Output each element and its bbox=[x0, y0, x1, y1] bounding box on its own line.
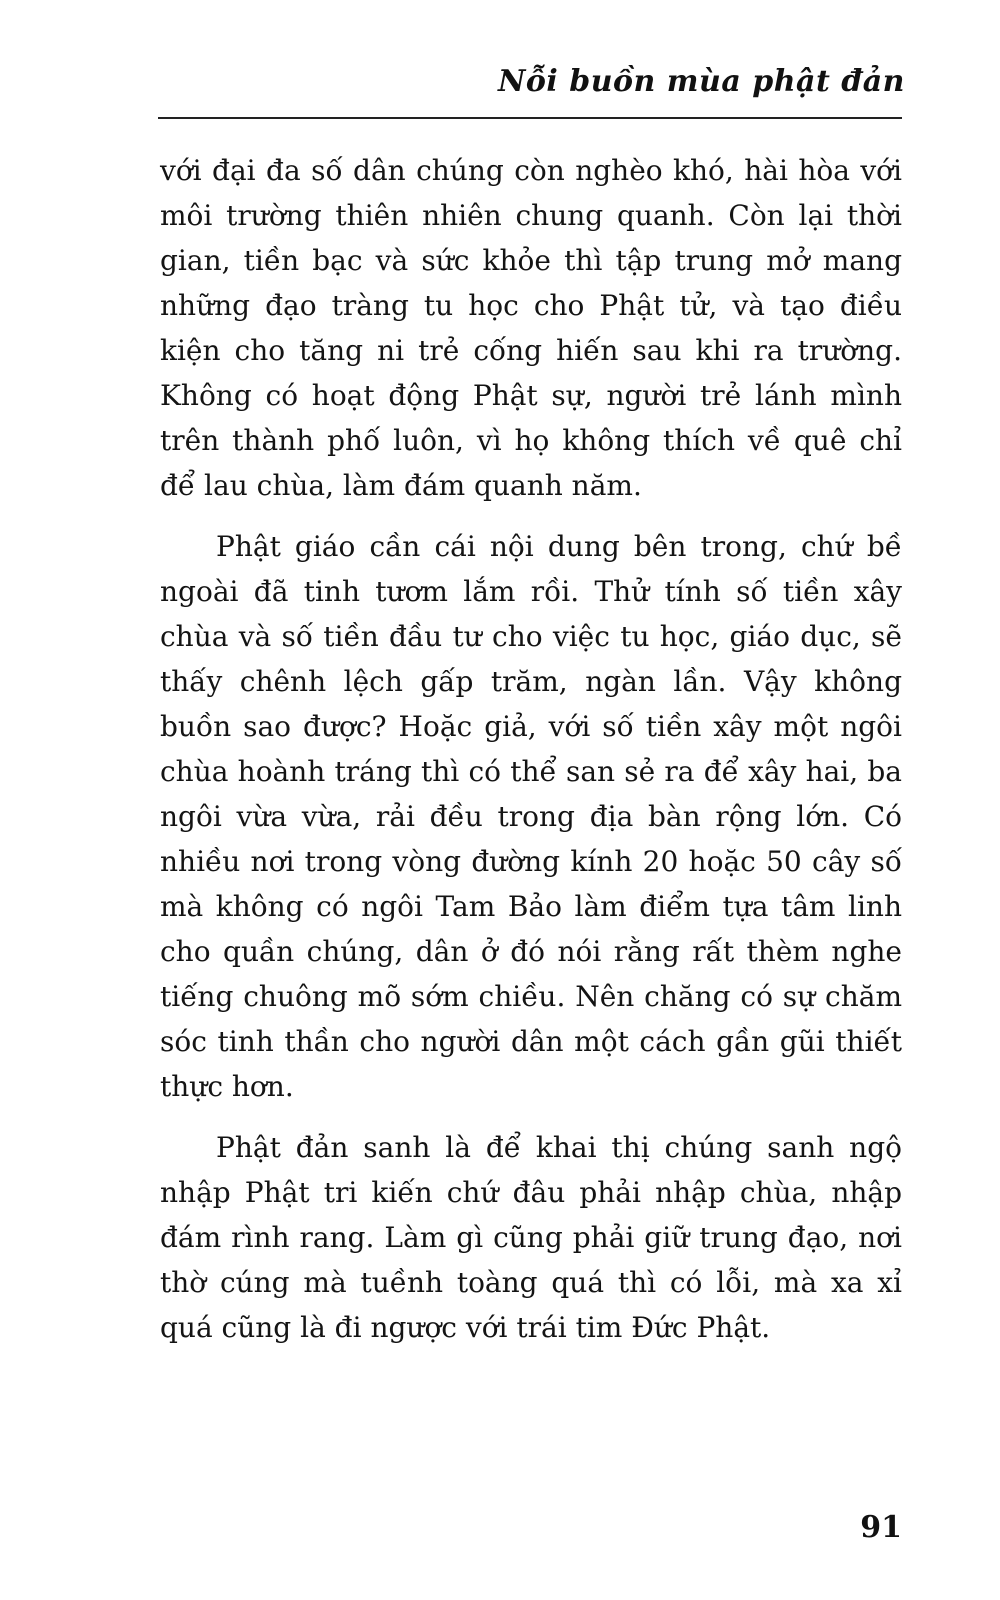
body-text bbox=[160, 148, 902, 1366]
header-divider bbox=[158, 117, 902, 119]
paragraph: Phật giáo cần cái nội dung bên trong, chứ bề ngoài đã tinh tươm lắm rồi. Thử tính số tiền xây chùa và số tiền đầu tư cho việc tu học, giáo dục, sẽ thấy chênh lệch gấp trăm, ngàn lần. Vậy không buồn sao được? Hoặc giả, với số tiền xây một ngôi chùa hoành tráng thì có thể san sẻ ra để xây hai, ba ngôi vừa vừa, rải đều trong địa bàn rộng lớn. Có nhiều nơi trong vòng đường kính 20 hoặc 50 cây số mà không có ngôi Tam Bảo làm điểm tựa tâm linh cho quần chúng, dân ở đó nói rằng rất thèm nghe tiếng chuông mõ sớm chiều. Nên chăng có sự chăm sóc tinh thần cho người dân một cách gần gũi thiết thực hơn. bbox=[160, 530, 902, 1103]
paragraph-continuation: với đại đa số dân chúng còn nghèo khó, hài hòa với môi trường thiên nhiên chung quanh. Còn lại thời gian, tiền bạc và sức khỏe thì tập trung mở mang những đạo tràng tu học cho Phật tử, và tạo điều kiện cho tăng ni trẻ cống hiến sau khi ra trường. Không có hoạt động Phật sự, người trẻ lánh mình trên thành phố luôn, vì họ không thích về quê chỉ để lau chùa, làm đám quanh năm. bbox=[160, 154, 902, 502]
paragraph: Phật đản sanh là để khai thị chúng sanh ngộ nhập Phật tri kiến chứ đâu phải nhập chùa, nhập đám rình rang. Làm gì cũng phải giữ trung đạo, nơi thờ cúng mà tuềnh toàng quá thì có lỗi, mà xa xỉ quá cũng là đi ngược với trái tim Đức Phật. bbox=[160, 1131, 902, 1344]
page-number: 91 bbox=[860, 1510, 902, 1545]
running-header-title: Nỗi buồn mùa phật đản bbox=[497, 64, 905, 99]
